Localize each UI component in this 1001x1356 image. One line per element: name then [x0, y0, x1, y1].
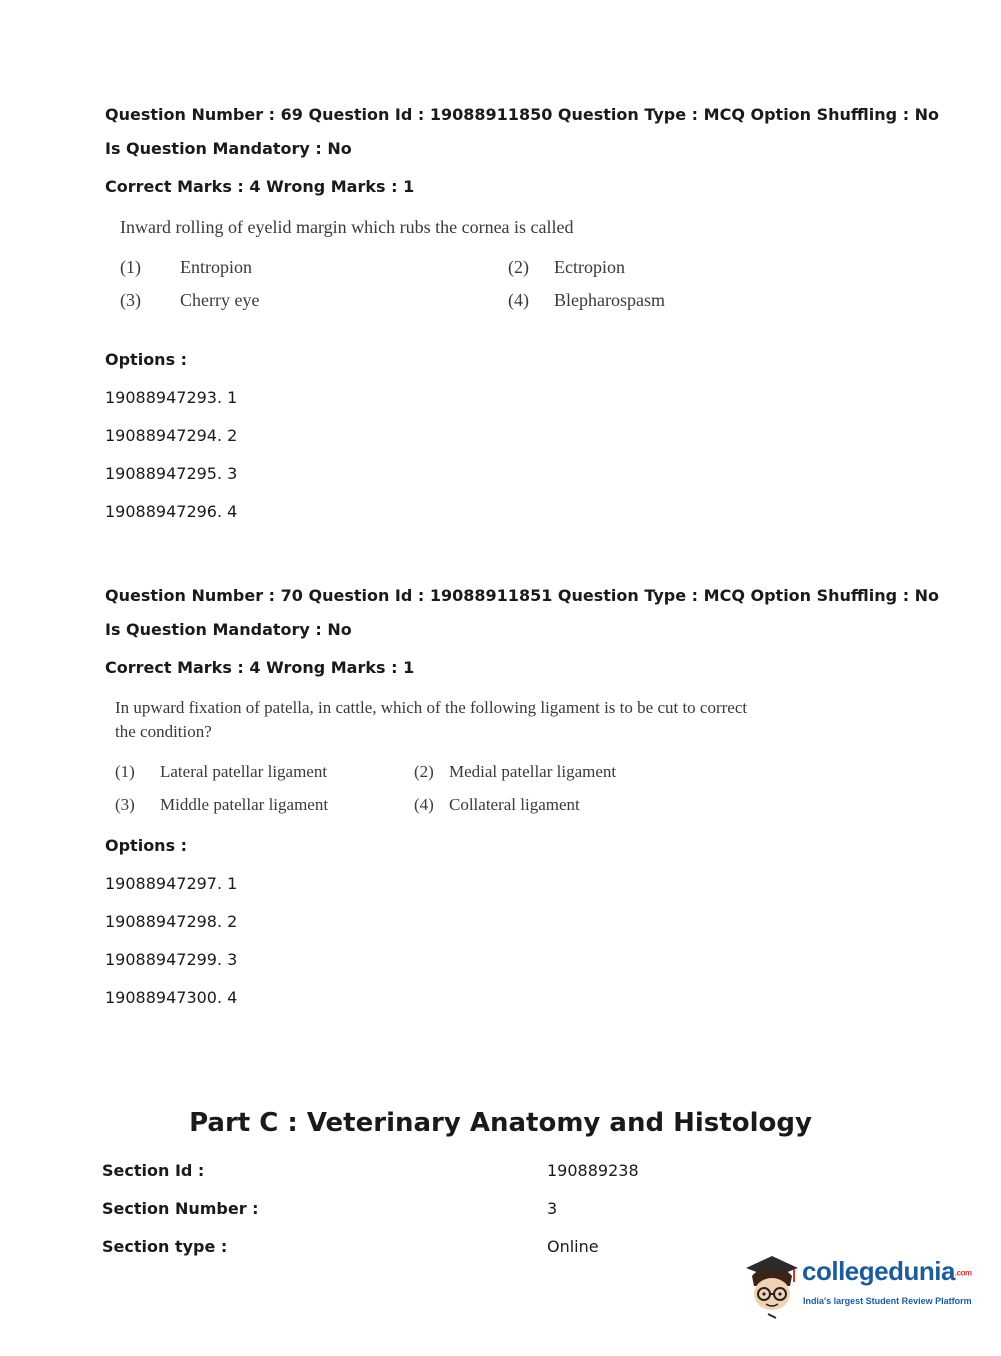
option-line: 19088947300. 4	[105, 988, 238, 1007]
choice-text: Lateral patellar ligament	[160, 762, 328, 781]
option-line: 19088947299. 3	[105, 950, 238, 969]
question-stem: Inward rolling of eyelid margin which rubs the cornea is called	[120, 217, 574, 237]
choice-4	[414, 795, 434, 815]
section-type-value: Online	[547, 1237, 599, 1256]
question-mandatory: Is Question Mandatory : No	[105, 620, 352, 639]
choice-number: (3)	[120, 290, 141, 310]
choice-2	[414, 762, 434, 782]
options-label: Options :	[105, 836, 188, 855]
choice-number: (1)	[115, 762, 135, 781]
choice-number: (4)	[414, 795, 434, 814]
choice-number: (2)	[414, 762, 434, 781]
question-meta: Question Number : 69 Question Id : 19088911850 Question Type : MCQ Option Shuffling : No	[105, 105, 940, 124]
mascot-icon	[742, 1250, 802, 1320]
question-meta: Question Number : 70 Question Id : 19088911851 Question Type : MCQ Option Shuffling : No	[105, 586, 940, 605]
question-stem: In upward fixation of patella, in cattle, which of the following ligament is to be cut to correct	[115, 698, 748, 717]
choice-number: (1)	[120, 257, 141, 277]
choice-text: Medial patellar ligament	[449, 762, 617, 781]
choice-3	[120, 290, 141, 311]
option-line: 19088947298. 2	[105, 912, 238, 931]
part-title: Part C : Veterinary Anatomy and Histology	[189, 1108, 812, 1138]
section-id-label: Section Id :	[102, 1161, 205, 1180]
option-line: 19088947294. 2	[105, 426, 238, 445]
option-line: 19088947295. 3	[105, 464, 238, 483]
question-marks: Correct Marks : 4 Wrong Marks : 1	[105, 177, 415, 196]
option-line: 19088947293. 1	[105, 388, 238, 407]
choice-text: Middle patellar ligament	[160, 795, 329, 814]
logo-wordmark	[802, 1256, 972, 1287]
section-number-label: Section Number :	[102, 1199, 259, 1218]
option-line: 19088947296. 4	[105, 502, 238, 521]
choice-text: Ectropion	[554, 257, 625, 277]
choice-3	[115, 795, 135, 815]
section-number-value: 3	[547, 1199, 558, 1218]
choice-text: Entropion	[180, 257, 252, 277]
question-mandatory: Is Question Mandatory : No	[105, 139, 352, 158]
question-stem-continued: the condition?	[115, 722, 212, 741]
section-id-value: 190889238	[547, 1161, 639, 1180]
choice-4	[508, 290, 529, 311]
section-type-label: Section type :	[102, 1237, 228, 1256]
choice-2	[508, 257, 529, 278]
choice-number: (4)	[508, 290, 529, 310]
question-marks: Correct Marks : 4 Wrong Marks : 1	[105, 658, 415, 677]
choice-1	[120, 257, 141, 278]
logo-name: collegedunia	[802, 1256, 955, 1286]
logo-tagline: India's largest Student Review Platform	[803, 1296, 972, 1306]
choice-number: (3)	[115, 795, 135, 814]
choice-text: Collateral ligament	[449, 795, 580, 814]
choice-number: (2)	[508, 257, 529, 277]
choice-1	[115, 762, 135, 782]
option-line: 19088947297. 1	[105, 874, 238, 893]
collegedunia-logo	[742, 1250, 972, 1320]
logo-suffix: .com	[954, 1268, 972, 1278]
choice-text: Cherry eye	[180, 290, 260, 310]
options-label: Options :	[105, 350, 188, 369]
choice-text: Blepharospasm	[554, 290, 665, 310]
